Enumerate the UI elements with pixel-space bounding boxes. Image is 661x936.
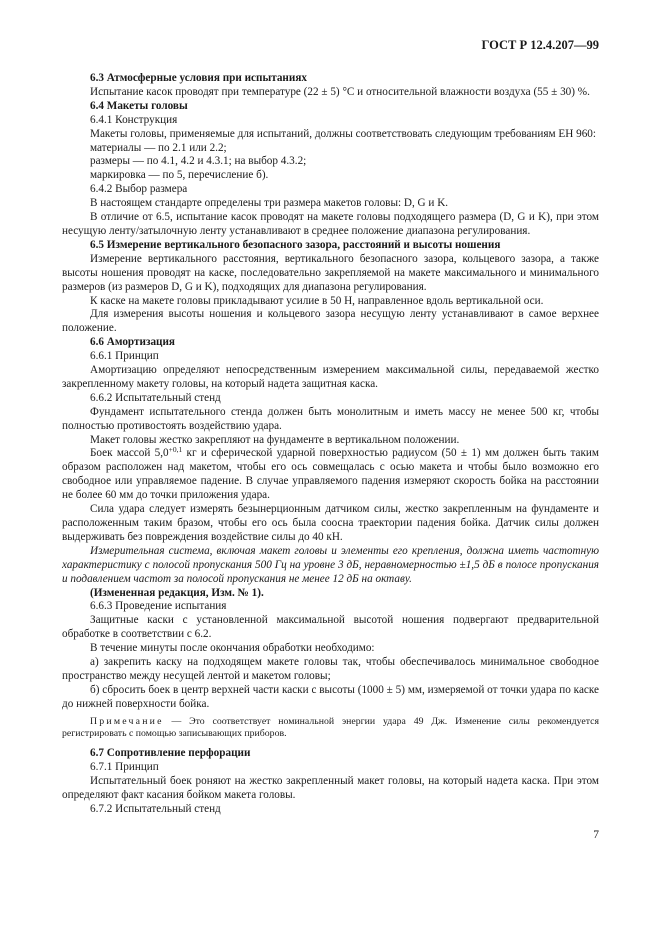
section-6-6-title: 6.6 Амортизация	[90, 336, 175, 349]
list-item: маркировка — по 5, перечисление б).	[90, 169, 269, 182]
revision-note: (Измененная редакция, Изм. № 1).	[90, 586, 264, 599]
note-text: — Это соответствует номинальной энергии удара 49 Дж. Изменение силы рекомендуется регистрировать с помощью записывающих приборов.	[62, 715, 600, 740]
section-6-6-1-title: 6.6.1 Принцип	[90, 350, 159, 363]
page-number: 7	[593, 829, 599, 841]
section-6-3-title: 6.3 Атмосферные условия при испытаниях	[90, 72, 307, 84]
paragraph: Амортизацию определяют непосредственным измерением максимальной силы, передаваемой жестко закрепленному макету головы, на который надета защитная каска.	[62, 364, 599, 390]
paragraph: В отличие от 6.5, испытание касок проводят на макете головы подходящего размера (D, G и K), при этом несущую ленту/затылочную ленту устанавливают в среднее положение диапазона регулирования.	[62, 211, 599, 237]
section-6-7-1-title: 6.7.1 Принцип	[90, 760, 159, 773]
document-code: ГОСТ Р 12.4.207—99	[481, 38, 599, 52]
paragraph: Измерение вертикального расстояния, вертикального безопасного зазора, кольцевого зазора, а также высоты ношения проводят на каске, последовательно закрепляемой на макете максимального и минимального размеров (из размеров D, G и K), подходящих для диапазона регулирования.	[62, 252, 599, 293]
list-item: материалы — по 2.1 или 2.2;	[90, 141, 227, 154]
paragraph: В настоящем стандарте определены три размера макетов головы: D, G и K.	[90, 197, 449, 210]
section-6-4-1-title: 6.4.1 Конструкция	[90, 113, 178, 126]
note	[62, 716, 599, 741]
text-run: Боек массой 5,0	[90, 447, 169, 460]
section-6-5-title: 6.5 Измерение вертикального безопасного зазора, расстояний и высоты ношения	[90, 238, 501, 251]
paragraph: Фундамент испытательного стенда должен быть монолитным и иметь массу не менее 500 кг, чтобы полностью противостоять воздействию удара.	[62, 405, 599, 432]
paragraph: Испытательный боек роняют на жестко закрепленный макет головы, на который надета каска. При этом определяют факт касания бойком макета головы.	[62, 774, 599, 801]
section-6-3-text: Испытание касок проводят при температуре (22 ± 5) °С и относительной влажности воздуха (55 ± 30) %.	[90, 85, 590, 98]
paragraph: К каске на макете головы прикладывают усилие в 50 Н, направленное вдоль вертикальной оси.	[90, 294, 544, 307]
page-content	[62, 72, 599, 816]
section-6-7-2-title: 6.7.2 Испытательный стенд	[90, 802, 221, 815]
section-6-7-title: 6.7 Сопротивление перфорации	[90, 746, 251, 759]
section-6-4-1-text: Макеты головы, применяемые для испытаний, должны соответствовать следующим требованиям ЕН 960:	[90, 127, 597, 140]
section-6-4-2-title: 6.4.2 Выбор размера	[90, 183, 188, 196]
paragraph: Макет головы жестко закрепляют на фундаменте в вертикальном положении.	[90, 433, 460, 446]
paragraph	[62, 447, 599, 503]
text-run: кг и сферической ударной поверхностью радиусом (50 ± 1) мм должен быть таким образом расположен над макетом, чтобы его ось совмещалась с осью макета и чтобы было возможно его свободное или управляемое падение. В случае управляемого падения измеряют скорость бойка на расстоянии не более 60 мм до точки приложения удара.	[62, 447, 599, 502]
paragraph: В течение минуты после окончания обработки необходимо:	[90, 642, 375, 655]
italic-paragraph: Измерительная система, включая макет головы и элементы его крепления, должна иметь частотную характеристику с полосой пропускания 500 Гц на уровне 3 дБ, неравномерностью ±1,5 дБ в полосе пропускания и подавлением частот за полосой пропускания не менее 12 дБ на октаву.	[62, 544, 599, 585]
section-6-6-3-title: 6.6.3 Проведение испытания	[90, 600, 227, 613]
note-label: Примечание	[90, 715, 164, 727]
list-item: а) закрепить каску на подходящем макете головы так, чтобы обеспечивалось минимальное свободное пространство между несущей лентой и макетом головы;	[62, 656, 599, 682]
section-6-4-title: 6.4 Макеты головы	[90, 99, 188, 112]
paragraph: Защитные каски с установленной максимальной высотой ношения подвергают предварительной обработке в соответствии с 6.2.	[62, 614, 599, 641]
paragraph: Для измерения высоты ношения и кольцевого зазора несущую ленту устанавливают в самое верхнее положение.	[62, 308, 599, 335]
tolerance-superscript: +0,1	[168, 445, 183, 455]
section-6-6-2-title: 6.6.2 Испытательный стенд	[90, 391, 221, 404]
list-item: размеры — по 4.1, 4.2 и 4.3.1; на выбор 4.3.2;	[90, 155, 307, 168]
paragraph: Сила удара следует измерять безынерционным датчиком силы, жестко закрепленным на фундаменте и расположенным таким бразом, чтобы его ось была соосна траектории падения бойка. Датчик силы должен выдерживать без повреждения воздействие силы до 40 кН.	[62, 503, 599, 543]
list-item: б) сбросить боек в центр верхней части каски с высоты (1000 ± 5) мм, измеряемой от точки удара по каске до нижней поверхности бойка.	[62, 683, 599, 710]
